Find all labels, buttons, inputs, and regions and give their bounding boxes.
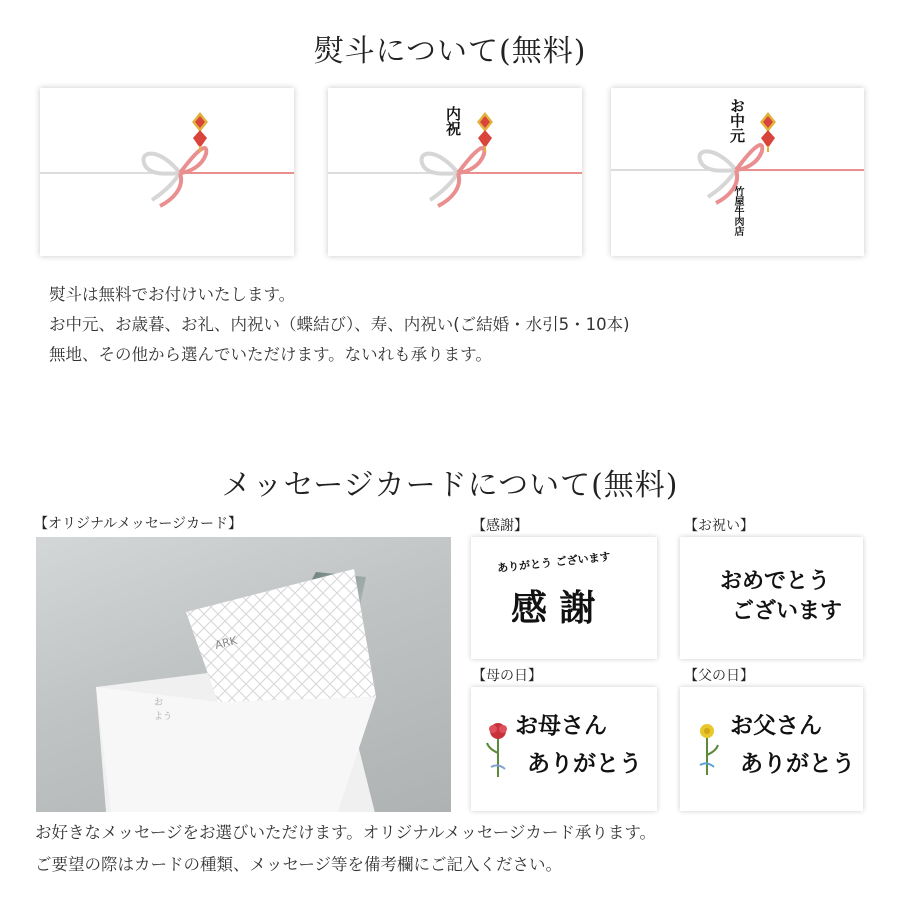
noshi-description-line: 熨斗は無料でお付けいたします。 [49, 285, 296, 304]
kansha-card[interactable] [471, 537, 657, 659]
carnation-icon [483, 719, 513, 779]
noshi-ornament-icon [475, 110, 495, 152]
original-card-photo [36, 537, 451, 812]
svg-text:ARK: ARK [213, 633, 239, 652]
mothers-day-line1: お母さん [515, 712, 607, 739]
noshi-section-title: 熨斗について(無料) [313, 34, 587, 69]
noshi-ornament-icon [190, 110, 210, 152]
fathers-day-line2: ありがとう [740, 750, 855, 777]
kansha-main-text: 感 謝 [511, 587, 596, 629]
mizuhiki-bow-icon [40, 88, 294, 256]
fathers-day-line1: お父さん [730, 712, 822, 739]
noshi-card-ochugen[interactable] [611, 88, 864, 256]
noshi-omotegaki: 内祝 [444, 106, 462, 136]
fathers-day-card[interactable] [680, 687, 863, 811]
message-description-line: お好きなメッセージをお選びいただけます。オリジナルメッセージカード承ります。 [35, 823, 657, 842]
oiwai-card[interactable] [680, 537, 863, 659]
fathers-day-card-label: 【父の日】 [684, 668, 754, 684]
message-section-title: メッセージカードについて(無料) [221, 468, 679, 503]
noshi-omotegaki: お中元 [728, 98, 746, 143]
noshi-nameplate: 竹屋牛肉店 [732, 186, 743, 236]
svg-text:よう: よう [154, 712, 173, 722]
mothers-day-card[interactable] [471, 687, 657, 811]
noshi-card-uchiiwai[interactable] [328, 88, 582, 256]
noshi-description [49, 280, 630, 370]
oiwai-line1: おめでとう [720, 568, 831, 594]
mothers-day-card-label: 【母の日】 [472, 668, 542, 684]
kansha-small-text: ありがとう ございます [496, 550, 612, 575]
yellow-rose-icon [692, 719, 722, 779]
mothers-day-line2: ありがとう [527, 750, 642, 777]
message-description-line: ご要望の際はカードの種類、メッセージ等を備考欄にご記入ください。 [35, 855, 563, 874]
noshi-card-plain[interactable] [40, 88, 294, 256]
noshi-ornament-icon [758, 110, 778, 152]
message-description [35, 817, 656, 881]
noshi-description-line: お中元、お歳暮、お礼、内祝い（蝶結び）、寿、内祝い(ご結婚・水引5・10本) [49, 315, 630, 334]
kansha-card-label: 【感謝】 [472, 518, 528, 534]
svg-text:お: お [154, 698, 164, 708]
original-card-label: 【オリジナルメッセージカード】 [34, 516, 243, 532]
oiwai-card-label: 【お祝い】 [684, 518, 754, 534]
noshi-description-line: 無地、その他から選んでいただけます。ないれも承ります。 [49, 345, 492, 364]
oiwai-line2: ございます [732, 598, 843, 624]
folded-card-image [36, 537, 451, 812]
